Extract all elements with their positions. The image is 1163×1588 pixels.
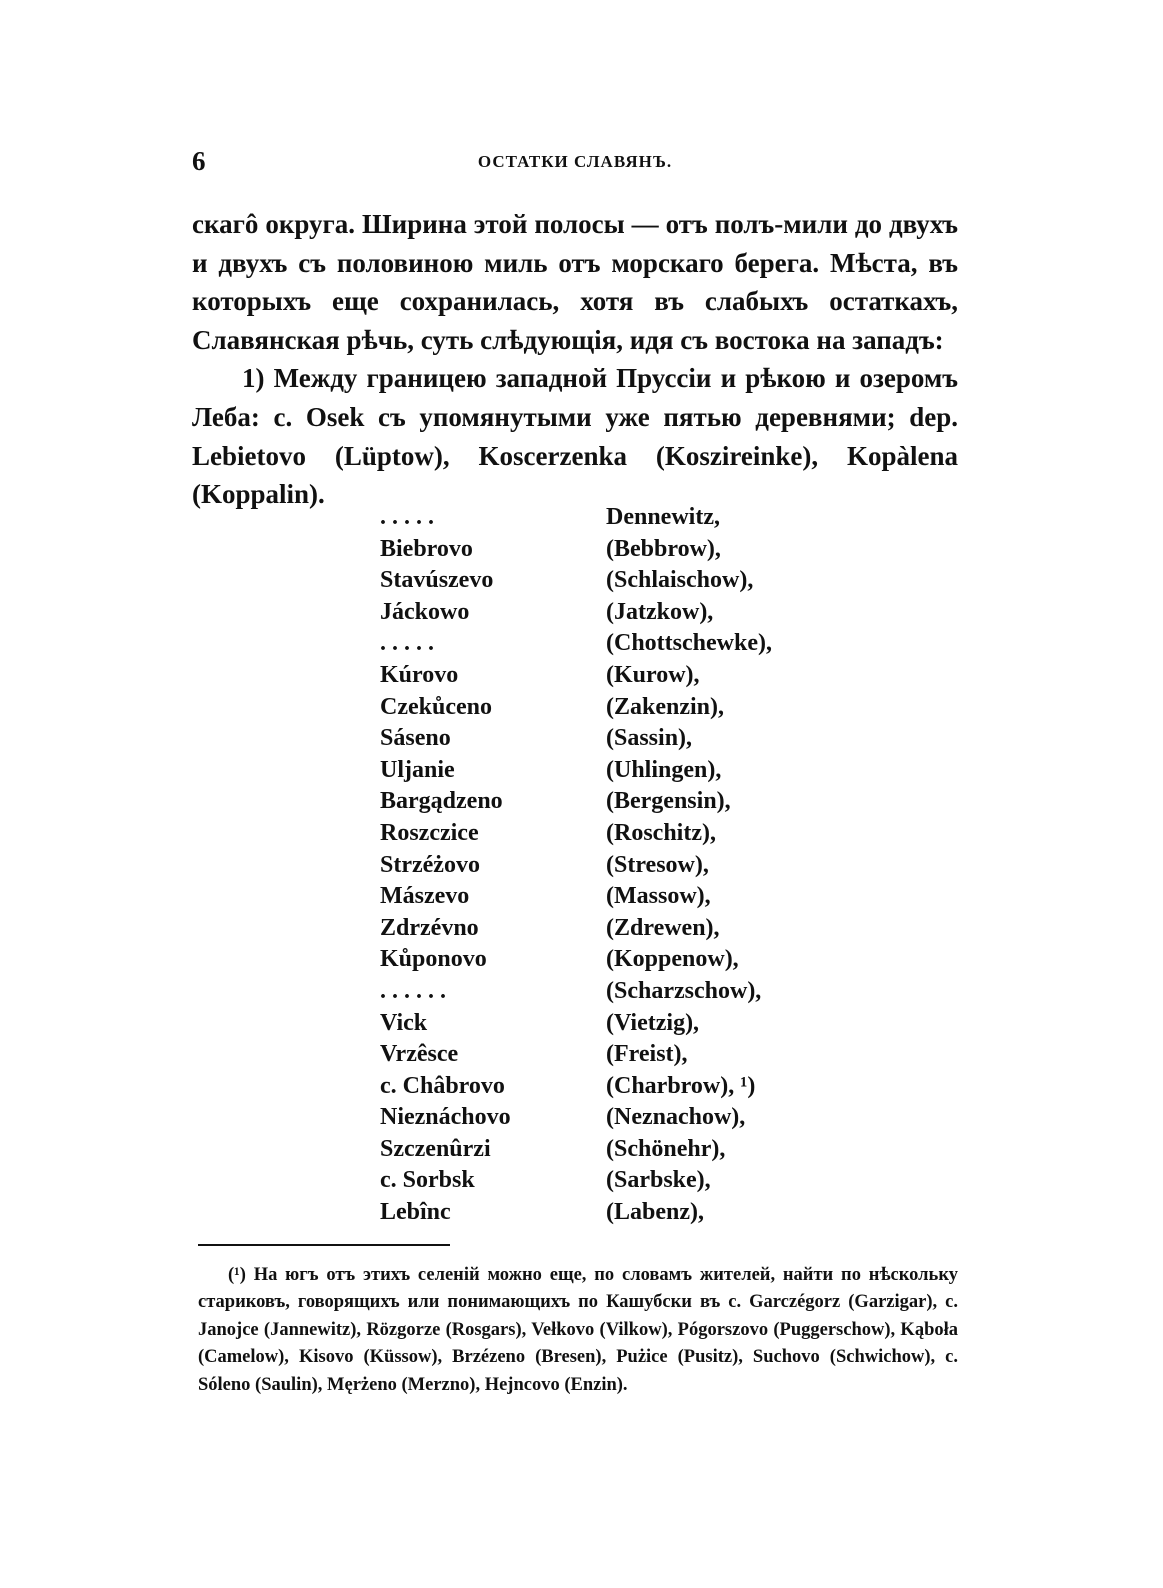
slavic-place-name: Sáseno: [380, 725, 451, 752]
list-item: [380, 1039, 880, 1071]
german-place-name: (Roschitz),: [606, 819, 716, 846]
german-place-name: (Bebbrow),: [606, 535, 721, 562]
german-place-name: (Zakenzin),: [606, 693, 725, 720]
footnote-divider: [198, 1244, 450, 1246]
german-place-name: (Zdrewen),: [606, 914, 720, 941]
german-place-name: (Scharzschow),: [606, 977, 762, 1004]
slavic-place-name: . . . . .: [380, 630, 434, 657]
list-item: [380, 818, 880, 850]
slavic-place-name: Jáckowo: [380, 598, 470, 625]
list-item: [380, 1008, 880, 1040]
list-item: [380, 1071, 880, 1103]
body-text: [192, 205, 958, 514]
slavic-place-name: Szczenûrzi: [380, 1135, 491, 1162]
german-place-name: (Labenz),: [606, 1199, 704, 1226]
german-place-name: (Schönehr),: [606, 1135, 726, 1162]
slavic-place-name: . . . . . .: [380, 977, 446, 1004]
slavic-place-name: c. Châbrovo: [380, 1072, 505, 1099]
slavic-place-name: Biebrovo: [380, 535, 473, 562]
list-item: [380, 1197, 880, 1229]
list-item: [380, 1102, 880, 1134]
paragraph: скагô округа. Ширина этой полосы — отъ полъ-мили до двухъ и двухъ съ половиною миль отъ морскаго берега. Мѣста, въ которыхъ еще сохранилась, хотя въ слабыхъ остаткахъ, Славянская рѣчь, суть слѣдующія, идя съ востока на западъ:: [192, 209, 958, 355]
list-item: [380, 976, 880, 1008]
german-place-name: (Chottschewke),: [606, 630, 772, 657]
page-number: 6: [192, 146, 206, 176]
german-place-name: (Sassin),: [606, 725, 693, 752]
list-item: [380, 565, 880, 597]
german-place-name: Dennewitz,: [606, 504, 720, 530]
slavic-place-name: Vrzêsce: [380, 1041, 459, 1068]
list-item: [380, 881, 880, 913]
list-item: [380, 660, 880, 692]
list-item: [380, 723, 880, 755]
running-head: ОСТАТКИ СЛАВЯНЪ.: [477, 152, 673, 171]
list-item: [380, 692, 880, 724]
german-place-name: (Kurow),: [606, 661, 700, 688]
list-item: [380, 597, 880, 629]
list-item: [380, 1134, 880, 1166]
german-place-name: (Massow),: [606, 883, 711, 910]
german-place-name: (Schlaischow),: [606, 567, 754, 594]
slavic-place-name: Czekůceno: [380, 693, 492, 720]
german-place-name: (Charbrow), ¹): [606, 1072, 756, 1099]
german-place-name: (Koppenow),: [606, 946, 739, 973]
slavic-place-name: c. Sorbsk: [380, 1167, 475, 1194]
slavic-place-name: Kúrovo: [380, 661, 459, 688]
german-place-name: (Stresow),: [606, 851, 709, 878]
german-place-name: (Freist),: [606, 1041, 688, 1068]
place-name-list: [380, 502, 880, 1229]
slavic-place-name: Uljanie: [380, 756, 455, 783]
german-place-name: (Vietzig),: [606, 1009, 700, 1036]
list-item: [380, 755, 880, 787]
page-header: [192, 146, 958, 180]
list-item: [380, 502, 880, 534]
german-place-name: (Jatzkow),: [606, 598, 714, 625]
slavic-place-name: Mászevo: [380, 883, 470, 910]
list-item: [380, 786, 880, 818]
slavic-place-name: . . . . .: [380, 504, 434, 530]
german-place-name: (Bergensin),: [606, 788, 731, 815]
slavic-place-name: Stavúszevo: [380, 567, 494, 594]
german-place-name: (Sarbske),: [606, 1167, 711, 1194]
list-item: [380, 850, 880, 882]
german-place-name: (Neznachow),: [606, 1104, 746, 1131]
slavic-place-name: Lebînc: [380, 1199, 451, 1226]
list-item: [380, 944, 880, 976]
slavic-place-name: Kůponovo: [380, 946, 487, 973]
slavic-place-name: Nieznáchovo: [380, 1104, 511, 1131]
slavic-place-name: Strzéżovo: [380, 851, 480, 878]
paragraph: 1) Между границею западной Пруссіи и рѣкою и озеромъ Леба: с. Osek съ упомянутыми уже пятью деревнями; dep. Lebietovo (Lüptow), Koscerzenka (Koszireinke), Kopàlena (Koppalin).: [192, 363, 958, 510]
german-place-name: (Uhlingen),: [606, 756, 722, 783]
list-item: [380, 534, 880, 566]
slavic-place-name: Roszczice: [380, 819, 479, 846]
slavic-place-name: Vick: [380, 1009, 428, 1036]
list-item: [380, 628, 880, 660]
list-item: [380, 913, 880, 945]
slavic-place-name: Bargądzeno: [380, 788, 503, 815]
footnote: (¹) На югъ отъ этихъ селеній можно еще, по словамъ жителей, найти по нѣскольку стариковъ, говорящихъ или понимающихъ по Кашубски въ с. Garczégorz (Garzigar), c. Janojce (Jannewitz), Rözgorze (Rosgars), Vełkovo (Vilkow), Pógorszovo (Puggerschow), Kąboła (Camelow), Kisovo (Küssow), Brzézeno (Bresen), Pużice (Pusitz), Suchovo (Schwichow), c. Sóleno (Saulin), Męrżeno (Merzno), Hejncovo (Enzin).: [198, 1265, 958, 1395]
slavic-place-name: Zdrzévno: [380, 914, 479, 941]
list-item: [380, 1165, 880, 1197]
